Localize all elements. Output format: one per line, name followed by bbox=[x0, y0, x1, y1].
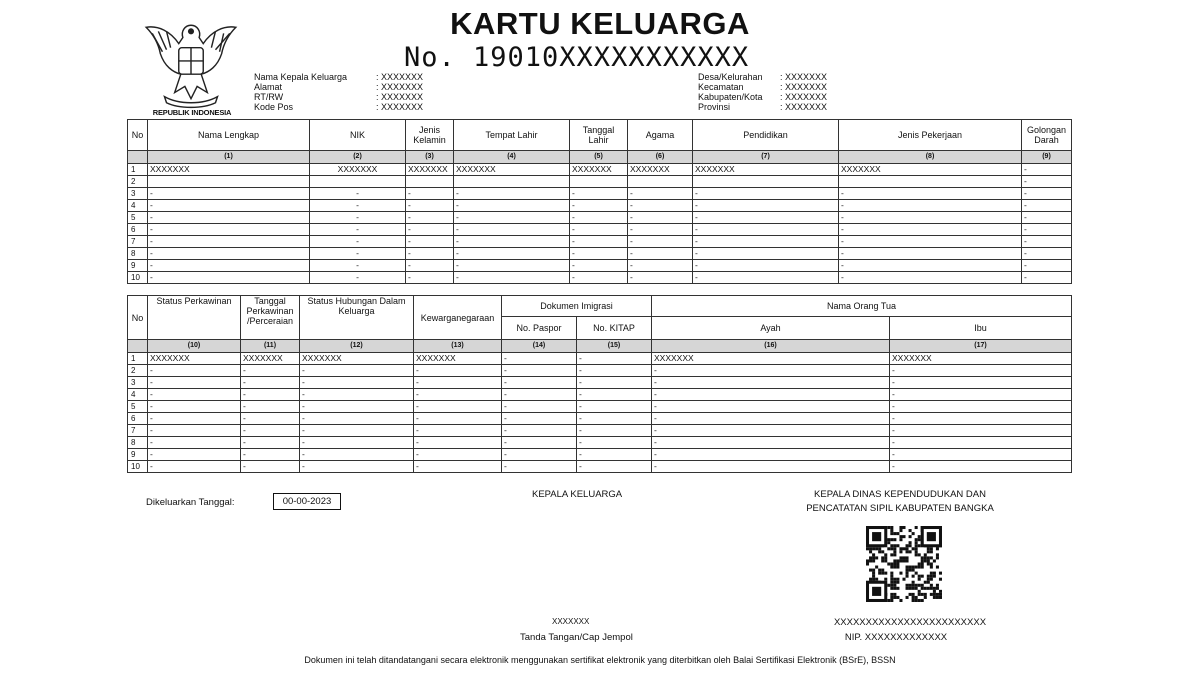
table-cell: - bbox=[414, 377, 502, 389]
family-status-table bbox=[127, 295, 1072, 473]
table-cell: - bbox=[577, 437, 652, 449]
table-cell: - bbox=[310, 260, 406, 272]
table-row bbox=[128, 401, 1072, 413]
column-number bbox=[128, 151, 148, 164]
column-header: Nama Orang Tua bbox=[652, 296, 1072, 317]
table-cell: - bbox=[693, 188, 839, 200]
electronic-signature-disclaimer: Dokumen ini telah ditandatangani secara elektronik menggunakan sertifikat elektronik yang diterbitkan oleh Balai Sertifikasi Elektronik (BSrE), BSSN bbox=[304, 655, 896, 665]
table-row bbox=[128, 224, 1072, 236]
table-cell: - bbox=[628, 260, 693, 272]
table-cell: - bbox=[502, 425, 577, 437]
row-number: 3 bbox=[128, 377, 148, 389]
table-cell: - bbox=[241, 401, 300, 413]
table-cell: - bbox=[890, 437, 1072, 449]
row-number: 5 bbox=[128, 212, 148, 224]
column-header: Agama bbox=[628, 120, 693, 151]
column-header: No. KITAP bbox=[577, 317, 652, 340]
table-cell: - bbox=[839, 260, 1022, 272]
table-cell: - bbox=[300, 413, 414, 425]
garuda-emblem-icon bbox=[140, 10, 242, 118]
table-cell: - bbox=[310, 188, 406, 200]
table-cell: - bbox=[502, 461, 577, 473]
kepala-keluarga-title: KEPALA KELUARGA bbox=[532, 489, 623, 500]
table-cell: - bbox=[406, 188, 454, 200]
row-number: 6 bbox=[128, 224, 148, 236]
table-cell: - bbox=[839, 272, 1022, 284]
table-row bbox=[128, 164, 1072, 176]
column-number: (17) bbox=[890, 340, 1072, 353]
table-cell: - bbox=[241, 461, 300, 473]
table-cell: - bbox=[300, 449, 414, 461]
table-row bbox=[128, 413, 1072, 425]
table-cell: - bbox=[241, 377, 300, 389]
official-nip: NIP. XXXXXXXXXXXXX bbox=[844, 632, 948, 643]
table-cell: - bbox=[414, 425, 502, 437]
info-label: Desa/Kelurahan bbox=[698, 72, 763, 82]
table-cell: - bbox=[300, 425, 414, 437]
table-row bbox=[128, 353, 1072, 365]
table-cell: - bbox=[890, 413, 1072, 425]
table-cell: - bbox=[1022, 272, 1072, 284]
table-cell: - bbox=[310, 236, 406, 248]
table-cell: - bbox=[693, 236, 839, 248]
table-row bbox=[128, 212, 1072, 224]
table-cell: - bbox=[241, 425, 300, 437]
column-number: (15) bbox=[577, 340, 652, 353]
table-cell: - bbox=[693, 260, 839, 272]
column-header: Status Hubungan Dalam Keluarga bbox=[300, 296, 414, 340]
table-row bbox=[128, 176, 1072, 188]
table-cell: - bbox=[406, 212, 454, 224]
table-cell: XXXXXXX bbox=[454, 164, 570, 176]
table-cell: - bbox=[502, 401, 577, 413]
row-number: 2 bbox=[128, 176, 148, 188]
table-cell: - bbox=[502, 389, 577, 401]
table-cell: - bbox=[570, 200, 628, 212]
table-cell: - bbox=[454, 224, 570, 236]
info-value: : XXXXXXX bbox=[376, 92, 424, 102]
column-header: Pendidikan bbox=[693, 120, 839, 151]
row-number: 8 bbox=[128, 437, 148, 449]
column-number: (12) bbox=[300, 340, 414, 353]
table-row bbox=[128, 389, 1072, 401]
table-cell: - bbox=[628, 200, 693, 212]
table-cell: - bbox=[652, 389, 890, 401]
document-number: No. 19010XXXXXXXXXXX bbox=[404, 42, 750, 73]
info-value: : XXXXXXX bbox=[376, 72, 424, 82]
table-cell: - bbox=[148, 188, 310, 200]
table-cell: - bbox=[241, 365, 300, 377]
table-row bbox=[128, 449, 1072, 461]
table-cell: - bbox=[454, 236, 570, 248]
table-cell: - bbox=[652, 425, 890, 437]
kepala-dinas-title-line2: PENCATATAN SIPIL KABUPATEN BANGKA bbox=[806, 503, 994, 514]
table-cell: - bbox=[406, 224, 454, 236]
table-cell: - bbox=[148, 449, 241, 461]
table-cell: - bbox=[839, 200, 1022, 212]
official-name: XXXXXXXXXXXXXXXXXXXXXXXX bbox=[833, 617, 987, 628]
table-cell: - bbox=[1022, 260, 1072, 272]
table-cell: - bbox=[300, 461, 414, 473]
column-header: No bbox=[128, 296, 148, 340]
table-cell: - bbox=[839, 212, 1022, 224]
column-number-row bbox=[128, 151, 1072, 164]
table-cell: - bbox=[300, 437, 414, 449]
column-number: (16) bbox=[652, 340, 890, 353]
table-cell: - bbox=[890, 401, 1072, 413]
info-label: Alamat bbox=[254, 82, 283, 92]
table-cell: - bbox=[148, 401, 241, 413]
column-number: (10) bbox=[148, 340, 241, 353]
signature-label: Tanda Tangan/Cap Jempol bbox=[520, 632, 633, 643]
table-cell: - bbox=[414, 389, 502, 401]
row-number: 10 bbox=[128, 461, 148, 473]
table-cell: - bbox=[414, 437, 502, 449]
table-row bbox=[128, 236, 1072, 248]
table-cell: - bbox=[1022, 212, 1072, 224]
info-value: : XXXXXXX bbox=[780, 102, 828, 112]
table-cell: - bbox=[577, 449, 652, 461]
row-number: 3 bbox=[128, 188, 148, 200]
table-row bbox=[128, 437, 1072, 449]
row-number: 1 bbox=[128, 164, 148, 176]
table-cell: - bbox=[148, 248, 310, 260]
info-label: Kode Pos bbox=[254, 102, 294, 112]
issued-date-box: 00-00-2023 bbox=[273, 493, 341, 510]
table-cell: - bbox=[693, 248, 839, 260]
table-cell: - bbox=[148, 413, 241, 425]
table-cell: - bbox=[148, 272, 310, 284]
row-number: 9 bbox=[128, 449, 148, 461]
column-header: Ibu bbox=[890, 317, 1072, 340]
issued-date-label: Dikeluarkan Tanggal: bbox=[146, 497, 235, 508]
table-cell: - bbox=[839, 188, 1022, 200]
table-cell: - bbox=[570, 248, 628, 260]
table-cell: - bbox=[1022, 224, 1072, 236]
row-number: 7 bbox=[128, 236, 148, 248]
table-cell: - bbox=[148, 200, 310, 212]
table-cell: - bbox=[652, 377, 890, 389]
table-cell: - bbox=[241, 449, 300, 461]
table-cell: - bbox=[1022, 236, 1072, 248]
kepala-dinas-title-line1: KEPALA DINAS KEPENDUDUKAN DAN bbox=[814, 489, 986, 500]
table-cell: - bbox=[652, 437, 890, 449]
column-header: Jenis Pekerjaan bbox=[839, 120, 1022, 151]
table-cell: - bbox=[241, 389, 300, 401]
table-cell: - bbox=[1022, 164, 1072, 176]
column-header: Tanggal Perkawinan /Perceraian bbox=[241, 296, 300, 340]
table-cell: XXXXXXX bbox=[148, 353, 241, 365]
table-cell: - bbox=[406, 272, 454, 284]
column-header: No. Paspor bbox=[502, 317, 577, 340]
table-cell: - bbox=[414, 401, 502, 413]
table-cell: - bbox=[1022, 176, 1072, 188]
table-cell: XXXXXXX bbox=[406, 164, 454, 176]
table-cell: - bbox=[414, 449, 502, 461]
table-cell: - bbox=[310, 212, 406, 224]
table-cell: - bbox=[454, 248, 570, 260]
table-cell: - bbox=[148, 437, 241, 449]
table-cell: - bbox=[652, 461, 890, 473]
table-cell: - bbox=[890, 449, 1072, 461]
table-cell: - bbox=[628, 236, 693, 248]
table-cell bbox=[628, 176, 693, 188]
table-cell: - bbox=[652, 413, 890, 425]
table-cell: XXXXXXX bbox=[890, 353, 1072, 365]
table-cell: - bbox=[1022, 188, 1072, 200]
table-cell: - bbox=[570, 236, 628, 248]
table-cell: - bbox=[502, 353, 577, 365]
table-cell: - bbox=[570, 272, 628, 284]
table-cell: XXXXXXX bbox=[300, 353, 414, 365]
table-cell: - bbox=[502, 449, 577, 461]
table-cell: - bbox=[890, 377, 1072, 389]
info-label: RT/RW bbox=[254, 92, 284, 102]
table-cell: - bbox=[310, 200, 406, 212]
table-row bbox=[128, 425, 1072, 437]
table-cell: - bbox=[570, 212, 628, 224]
column-number: (6) bbox=[628, 151, 693, 164]
info-value: : XXXXXXX bbox=[780, 72, 828, 82]
table-row bbox=[128, 260, 1072, 272]
column-header: NIK bbox=[310, 120, 406, 151]
info-value: : XXXXXXX bbox=[376, 82, 424, 92]
table-cell: - bbox=[652, 401, 890, 413]
table-cell: - bbox=[414, 461, 502, 473]
table-cell: - bbox=[148, 260, 310, 272]
table-cell: - bbox=[148, 365, 241, 377]
column-number: (13) bbox=[414, 340, 502, 353]
table-cell: - bbox=[406, 260, 454, 272]
table-cell: - bbox=[628, 272, 693, 284]
table-cell: - bbox=[628, 188, 693, 200]
info-value: : XXXXXXX bbox=[780, 82, 828, 92]
table-cell: - bbox=[148, 425, 241, 437]
column-header: Tempat Lahir bbox=[454, 120, 570, 151]
table-cell: - bbox=[577, 425, 652, 437]
table-cell: - bbox=[1022, 200, 1072, 212]
table-row bbox=[128, 377, 1072, 389]
table-cell: - bbox=[577, 461, 652, 473]
column-number: (9) bbox=[1022, 151, 1072, 164]
column-number: (14) bbox=[502, 340, 577, 353]
table-cell: - bbox=[577, 413, 652, 425]
table-cell: - bbox=[148, 389, 241, 401]
row-number: 10 bbox=[128, 272, 148, 284]
table-cell: - bbox=[454, 188, 570, 200]
column-header: Ayah bbox=[652, 317, 890, 340]
table-cell bbox=[570, 176, 628, 188]
column-header: Status Perkawinan bbox=[148, 296, 241, 340]
table-cell: XXXXXXX bbox=[570, 164, 628, 176]
table-cell: - bbox=[300, 365, 414, 377]
table-cell: - bbox=[839, 236, 1022, 248]
table-cell: - bbox=[406, 236, 454, 248]
column-header: Dokumen Imigrasi bbox=[502, 296, 652, 317]
table-cell: - bbox=[652, 449, 890, 461]
column-header: Jenis Kelamin bbox=[406, 120, 454, 151]
row-number: 2 bbox=[128, 365, 148, 377]
table-cell: XXXXXXX bbox=[839, 164, 1022, 176]
table-cell: XXXXXXX bbox=[148, 164, 310, 176]
table-cell bbox=[839, 176, 1022, 188]
column-number-row bbox=[128, 340, 1072, 353]
header-info-right bbox=[698, 72, 827, 112]
info-value: : XXXXXXX bbox=[780, 92, 828, 102]
column-header: Kewarganegaraan bbox=[414, 296, 502, 340]
table-cell: XXXXXXX bbox=[241, 353, 300, 365]
table-cell: - bbox=[241, 437, 300, 449]
table-cell: - bbox=[406, 200, 454, 212]
table-cell: - bbox=[300, 377, 414, 389]
table-cell: - bbox=[148, 461, 241, 473]
column-number: (3) bbox=[406, 151, 454, 164]
table-cell: - bbox=[577, 365, 652, 377]
table-cell: - bbox=[502, 437, 577, 449]
info-value: : XXXXXXX bbox=[376, 102, 424, 112]
row-number: 7 bbox=[128, 425, 148, 437]
table-cell: - bbox=[310, 272, 406, 284]
table-cell: XXXXXXX bbox=[693, 164, 839, 176]
table-cell: - bbox=[570, 224, 628, 236]
family-members-table bbox=[127, 119, 1072, 284]
header-info-left bbox=[254, 72, 423, 112]
column-number: (8) bbox=[839, 151, 1022, 164]
table-cell: - bbox=[241, 413, 300, 425]
table-cell: - bbox=[1022, 248, 1072, 260]
table-cell: - bbox=[148, 212, 310, 224]
column-header: Golongan Darah bbox=[1022, 120, 1072, 151]
row-number: 5 bbox=[128, 401, 148, 413]
column-header: Nama Lengkap bbox=[148, 120, 310, 151]
column-number: (1) bbox=[148, 151, 310, 164]
row-number: 6 bbox=[128, 413, 148, 425]
row-number: 4 bbox=[128, 200, 148, 212]
table-cell: - bbox=[839, 248, 1022, 260]
emblem-label: REPUBLIK INDONESIA bbox=[152, 108, 232, 117]
table-row bbox=[128, 200, 1072, 212]
row-number: 1 bbox=[128, 353, 148, 365]
table-cell: - bbox=[406, 248, 454, 260]
table-cell: - bbox=[148, 224, 310, 236]
table-cell: XXXXXXX bbox=[628, 164, 693, 176]
table-cell: - bbox=[310, 224, 406, 236]
table-cell: XXXXXXX bbox=[414, 353, 502, 365]
table-cell: - bbox=[628, 212, 693, 224]
column-number bbox=[128, 340, 148, 353]
row-number: 9 bbox=[128, 260, 148, 272]
column-header: Tanggal Lahir bbox=[570, 120, 628, 151]
table-cell: - bbox=[890, 461, 1072, 473]
table-cell: XXXXXXX bbox=[310, 164, 406, 176]
table-cell: - bbox=[570, 260, 628, 272]
table-row bbox=[128, 461, 1072, 473]
table-cell: - bbox=[454, 200, 570, 212]
table-row bbox=[128, 365, 1072, 377]
table-cell bbox=[310, 176, 406, 188]
table-cell: - bbox=[628, 248, 693, 260]
table-cell: - bbox=[652, 365, 890, 377]
table-cell: - bbox=[454, 212, 570, 224]
info-label: Nama Kepala Keluarga bbox=[254, 72, 348, 82]
info-label: Provinsi bbox=[698, 102, 731, 112]
table-cell: - bbox=[502, 413, 577, 425]
table-cell: - bbox=[148, 236, 310, 248]
column-number: (2) bbox=[310, 151, 406, 164]
kepala-keluarga-name: XXXXXXX bbox=[552, 617, 590, 626]
table-cell: - bbox=[890, 365, 1072, 377]
table-cell: - bbox=[300, 401, 414, 413]
column-number: (5) bbox=[570, 151, 628, 164]
table-cell: - bbox=[454, 272, 570, 284]
table-cell: - bbox=[502, 365, 577, 377]
column-number: (11) bbox=[241, 340, 300, 353]
table-cell bbox=[406, 176, 454, 188]
table-cell: - bbox=[693, 200, 839, 212]
info-label: Kecamatan bbox=[698, 82, 744, 92]
column-number: (7) bbox=[693, 151, 839, 164]
table-header-row bbox=[128, 120, 1072, 151]
table-cell: - bbox=[300, 389, 414, 401]
table-cell: - bbox=[570, 188, 628, 200]
row-number: 4 bbox=[128, 389, 148, 401]
table-cell: - bbox=[890, 389, 1072, 401]
table-cell: - bbox=[693, 212, 839, 224]
table-cell: - bbox=[310, 248, 406, 260]
table-cell: - bbox=[414, 365, 502, 377]
table-cell: - bbox=[577, 389, 652, 401]
document-title: KARTU KELUARGA bbox=[450, 6, 750, 41]
table-row bbox=[128, 188, 1072, 200]
table-cell: - bbox=[414, 413, 502, 425]
table-cell bbox=[454, 176, 570, 188]
table-cell: XXXXXXX bbox=[652, 353, 890, 365]
table-cell: - bbox=[454, 260, 570, 272]
table-cell: - bbox=[577, 401, 652, 413]
qr-code-icon bbox=[866, 526, 942, 602]
table-row bbox=[128, 272, 1072, 284]
table-cell: - bbox=[577, 377, 652, 389]
table-row bbox=[128, 248, 1072, 260]
table-cell: - bbox=[577, 353, 652, 365]
row-number: 8 bbox=[128, 248, 148, 260]
table-cell bbox=[148, 176, 310, 188]
table-cell: - bbox=[839, 224, 1022, 236]
table-header-row bbox=[128, 296, 1072, 317]
column-header: No bbox=[128, 120, 148, 151]
table-cell: - bbox=[628, 224, 693, 236]
table-cell: - bbox=[502, 377, 577, 389]
table-cell: - bbox=[693, 272, 839, 284]
table-cell bbox=[693, 176, 839, 188]
info-label: Kabupaten/Kota bbox=[698, 92, 763, 102]
column-number: (4) bbox=[454, 151, 570, 164]
table-cell: - bbox=[890, 425, 1072, 437]
table-cell: - bbox=[148, 377, 241, 389]
table-cell: - bbox=[693, 224, 839, 236]
